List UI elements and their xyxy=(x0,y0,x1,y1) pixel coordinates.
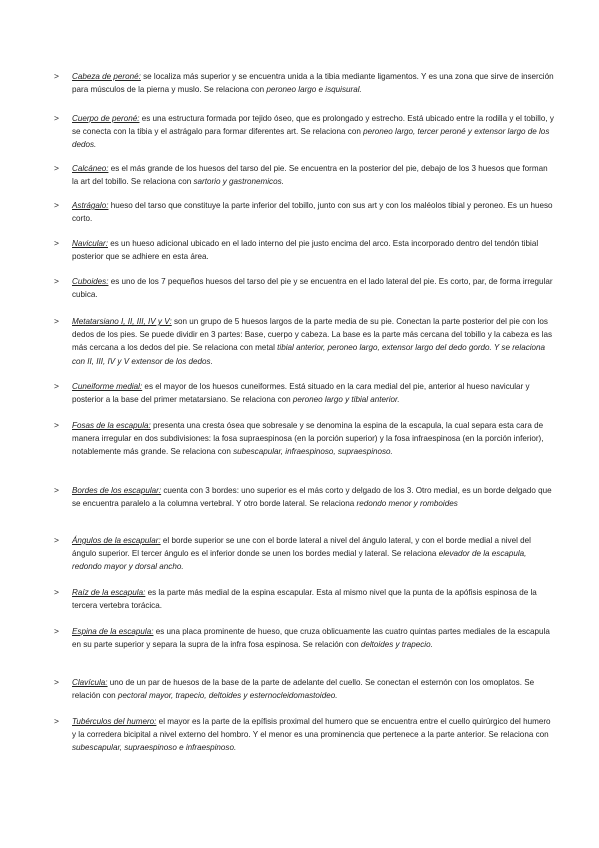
bullet-marker: > xyxy=(54,535,59,545)
item-relation-extra: Y se relaciona con II, III, IV y V extensor de los dedos. xyxy=(72,343,546,366)
list-item xyxy=(54,199,554,225)
item-relation: subescapular, supraespinoso e infraespinoso. xyxy=(72,743,237,753)
term-label: Calcáneo: xyxy=(72,164,109,173)
item-text xyxy=(72,162,554,188)
list-item xyxy=(54,715,554,755)
item-text xyxy=(72,112,554,152)
item-body: es el más grande de los huesos del tarso del pie. Se encuentra en la posterior del pie, debajo de los 3 huesos que forman la art del tobillo. Se relaciona con xyxy=(72,164,548,187)
item-body: es uno de los 7 pequeños huesos del tarso del pie y se encuentra en el lado lateral del pie. Es corto, par, de forma irregular cubica. xyxy=(72,277,553,300)
item-text xyxy=(72,315,554,368)
bullet-marker: > xyxy=(54,200,59,210)
list-item xyxy=(54,534,554,574)
item-body: uno de un par de huesos de la base de la parte de adelante del cuello. Se conectan el esternón con los omoplatos. Se relación con xyxy=(72,678,535,701)
item-body: es el mayor de los huesos cuneiformes. Está situado en la cara medial del pie, anterior al hueso navicular y posterior a la base del primer metatarsiano. Se relaciona con xyxy=(72,382,530,405)
list-item xyxy=(54,484,554,510)
term-label: Ángulos de la escapular: xyxy=(72,536,161,545)
item-relation: redondo menor y romboides xyxy=(356,499,458,509)
term-label: Cuneiforme medial: xyxy=(72,382,143,391)
item-relation: elevador de la escapula, redondo mayor y dorsal ancho. xyxy=(72,549,527,572)
bullet-marker: > xyxy=(54,677,59,687)
term-label: Bordes de los escapular: xyxy=(72,486,162,495)
item-relation: peroneo largo, tercer peroné y extensor largo de los dedos. xyxy=(72,127,550,150)
item-text xyxy=(72,484,554,510)
item-body: cuenta con 3 bordes: uno superior es el más corto y delgado de los 3. Otro medial, es un borde delgado que se encuentra paralelo a la columna vertebral. Y otro borde lateral. Se relaciona xyxy=(72,486,552,509)
item-text xyxy=(72,275,554,301)
item-relation: pectoral mayor, trapecio, deltoides y esternocleidomastoideo. xyxy=(117,691,338,701)
item-body: se localiza más superior y se encuentra unida a la tibia mediante ligamentos. Y es una zona que sirve de inserción para músculos de la pierna y muslo. Se relaciona con xyxy=(72,72,554,95)
term-label: Cuerpo de peroné: xyxy=(72,114,140,123)
term-label: Cabeza de peroné: xyxy=(72,72,141,81)
term-label: Raíz de la escapula: xyxy=(72,588,146,597)
item-body: el borde superior se une con el borde lateral a nivel del ángulo lateral, y con el borde medial a nivel del ángulo superior. El tercer ángulo es el inferior donde se unen los bordes medial y lateral. Se relaciona xyxy=(72,536,531,559)
term-label: Clavícula: xyxy=(72,678,108,687)
item-relation: sartorio y gastronemicos. xyxy=(193,177,284,187)
item-body: son un grupo de 5 huesos largos de la parte media de su pie. Conectan la parte posterior del pie con los dedos de los pies. Se puede dividir en 3 partes: Base, cuerpo y cabeza. La base es la parte más cercana del tobillo y la cabeza es las más cercana a los dedos del pie. Se relaciona con metal xyxy=(72,317,553,353)
bullet-marker: > xyxy=(54,316,59,326)
list-item xyxy=(54,70,554,96)
item-text xyxy=(72,70,554,96)
item-text xyxy=(72,625,554,651)
list-item xyxy=(54,315,554,368)
bullet-marker: > xyxy=(54,276,59,286)
item-body: es una estructura formada por tejido óseo, que es prolongado y estrecho. Está ubicado entre la rodilla y el tobillo, y se conecta con la tibia y el astrágalo para formar diferentes art. Se relaciona con xyxy=(72,114,554,137)
item-body: es la parte más medial de la espina escapular. Esta al mismo nivel que la punta de la apófisis espinosa de la tercera vertebra torácica. xyxy=(72,588,537,611)
bullet-marker: > xyxy=(54,71,59,81)
item-body: hueso del tarso que constituye la parte inferior del tobillo, junto con sus art y con los maléolos tibial y peroneo. Es un hueso corto. xyxy=(72,201,553,224)
item-relation: deltoides y trapecio. xyxy=(360,640,433,650)
list-item xyxy=(54,237,554,263)
list-item xyxy=(54,380,554,406)
item-relation: peroneo largo y tibial anterior. xyxy=(292,395,400,405)
item-body: es una placa prominente de hueso, que cruza oblicuamente las cuatro quintas partes mediales de la escapula en su parte superior y separa la supra de la infra fosa espinosa. Se relación con xyxy=(72,627,550,650)
item-text xyxy=(72,534,554,574)
bullet-marker: > xyxy=(54,587,59,597)
bullet-marker: > xyxy=(54,113,59,123)
list-item xyxy=(54,162,554,188)
term-label: Cuboides: xyxy=(72,277,109,286)
item-body: el mayor es la parte de la epífisis proximal del humero que se encuentra entre el cuello quirúrgico del humero y la corredera bicipital a nivel externo del hombro. Y el menor es una prominencia que pertenece a la parte anterior. Se relaciona con xyxy=(72,717,551,740)
bullet-marker: > xyxy=(54,238,59,248)
term-label: Metatarsiano I, II, III, IV y V: xyxy=(72,317,172,326)
bullet-marker: > xyxy=(54,163,59,173)
term-label: Navicular: xyxy=(72,239,108,248)
bullet-marker: > xyxy=(54,626,59,636)
bullet-marker: > xyxy=(54,485,59,495)
item-text xyxy=(72,586,554,612)
item-relation: tibial anterior, peroneo largo, extensor largo del dedo gordo. xyxy=(277,343,492,353)
item-body: presenta una cresta ósea que sobresale y se denomina la espina de la escapula, la cual separa esta cara de manera irregular en dos subdivisiones: la fosa supraespinosa (en la porción superior) y la fosa infraespinosa (en la porción inferior), notablemente más grande. Se relaciona con xyxy=(72,421,544,457)
item-text xyxy=(72,380,554,406)
list-item xyxy=(54,625,554,651)
item-text xyxy=(72,715,554,755)
item-text xyxy=(72,419,554,459)
item-relation: peroneo largo e isquisural. xyxy=(266,85,362,95)
bullet-marker: > xyxy=(54,420,59,430)
list-item xyxy=(54,275,554,301)
list-item xyxy=(54,112,554,152)
term-label: Espina de la escapula: xyxy=(72,627,154,636)
item-text xyxy=(72,199,554,225)
item-text xyxy=(72,237,554,263)
term-label: Fosas de la escapula: xyxy=(72,421,151,430)
item-body: es un hueso adicional ubicado en el lado interno del pie justo encima del arco. Esta incorporado dentro del tendón tibial posterior que se adhiere en esta área. xyxy=(72,239,539,262)
list-item xyxy=(54,676,554,702)
bullet-marker: > xyxy=(54,716,59,726)
term-label: Astrágalo: xyxy=(72,201,109,210)
item-relation: subescapular, infraespinoso, supraespinoso. xyxy=(233,447,393,457)
list-item xyxy=(54,419,554,459)
bullet-marker: > xyxy=(54,381,59,391)
item-text xyxy=(72,676,554,702)
list-item xyxy=(54,586,554,612)
term-label: Tubérculos del humero: xyxy=(72,717,157,726)
